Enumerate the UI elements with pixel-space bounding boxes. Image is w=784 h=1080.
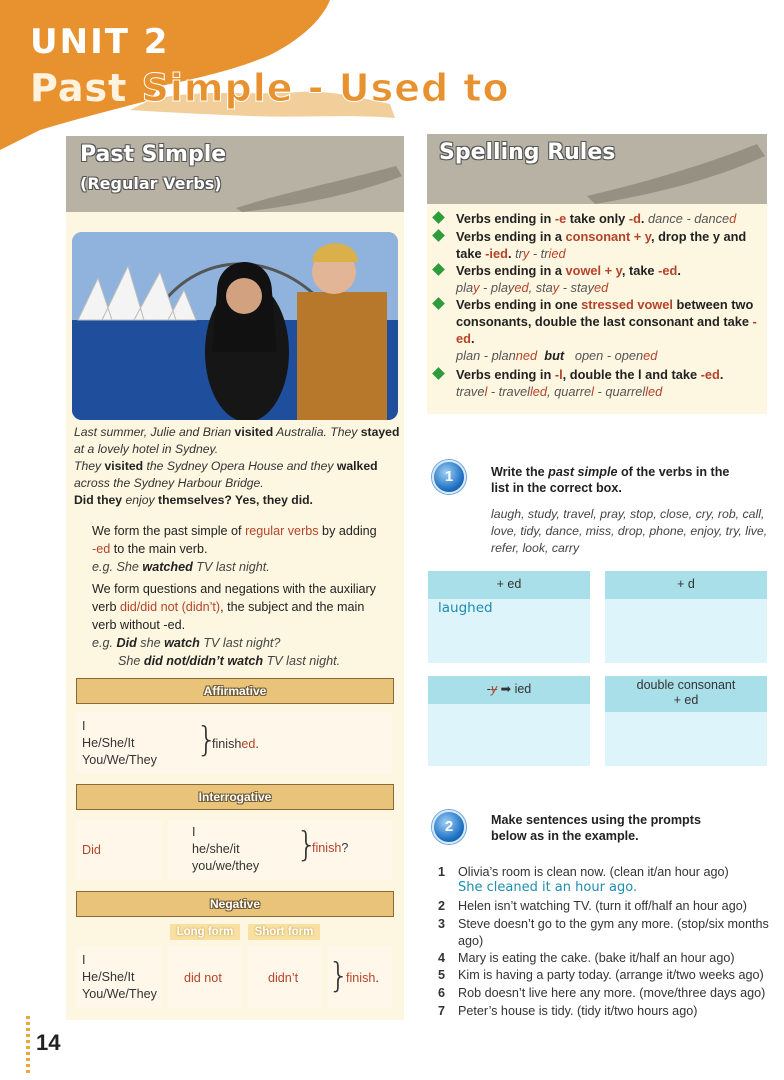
past-simple-banner <box>66 136 404 212</box>
exercise-2-item: 4 Mary is eating the cake. (bake it/half an hour ago) <box>438 951 735 965</box>
spelling-rules-title: Spelling Rules <box>439 140 616 165</box>
banner-subtitle: (Regular Verbs) <box>80 174 222 193</box>
green-diamond-icon <box>432 263 445 276</box>
affirmative-cell <box>76 712 392 774</box>
intro-line: Did they enjoy themselves? Yes, they did. <box>74 493 313 507</box>
spelling-rule: Verbs ending in one stressed vowel between two consonants, double the last consonant and take -ed. plan - planned but open - opened <box>434 296 768 364</box>
intro-line: They visited the Sydney Opera House and they walked <box>74 459 378 473</box>
exercise-2-item: 2 Helen isn’t watching TV. (turn it off/half an hour ago) <box>438 899 747 913</box>
spelling-rules-banner <box>427 134 767 204</box>
brace: } <box>296 825 318 865</box>
interrogative-cell <box>168 820 392 880</box>
sydney-photo <box>72 232 398 420</box>
box-y-to-ied[interactable] <box>428 676 590 766</box>
brace: } <box>328 956 350 996</box>
box-header: double consonant + ed <box>605 676 767 712</box>
brace: } <box>196 720 218 760</box>
photo-illustration <box>72 232 398 420</box>
example-answer: laughed <box>438 600 493 616</box>
rule-regular-verbs: We form the past simple of regular verbs by adding -ed to the main verb. e.g. She watched TV last night. <box>92 524 377 574</box>
interrogative-verb: finish? <box>312 841 349 855</box>
spelling-rule: Verbs ending in a vowel + y, take -ed. play - played, stay - stayed <box>434 262 768 296</box>
interrogative-pronouns: I he/she/it you/we/they <box>192 825 260 873</box>
chalk-feather-decoration <box>427 134 767 204</box>
verb-list: laugh, study, travel, pray, stop, close, cry, rob, call, love, tidy, dance, miss, drop, phone, enjoy, try, live, refer, look, carry <box>491 507 768 555</box>
box-plus-ed[interactable] <box>428 571 590 663</box>
long-form-label: Long form <box>170 924 240 940</box>
unit-label: UNIT 2 <box>30 22 170 62</box>
negative-long-cell: did not <box>168 946 242 1008</box>
negative-pronoun-cell: I He/She/It You/We/They <box>76 946 162 1008</box>
exercise-2-item: 5 Kim is having a party today. (arrange it/two weeks ago) <box>438 968 764 982</box>
banner-title: Past Simple <box>80 142 227 167</box>
intro-line: across the Sydney Harbour Bridge. <box>74 476 264 490</box>
spelling-rule: Verbs ending in a consonant + y, drop the y and take -ied. try - tried <box>434 228 768 262</box>
negative-short-cell: didn’t <box>248 946 322 1008</box>
exercise-2-number: 2 <box>432 810 466 844</box>
negative-verb-cell: } finish. <box>328 946 392 1008</box>
green-diamond-icon <box>432 211 445 224</box>
box-plus-d[interactable] <box>605 571 767 663</box>
short-form-label: Short form <box>248 924 320 940</box>
unit-header <box>0 0 784 140</box>
interrogative-aux-cell <box>76 820 162 880</box>
intro-line: at a lovely hotel in Sydney. <box>74 442 219 456</box>
spelling-rule: Verbs ending in -e take only -d. dance - danced <box>434 210 768 228</box>
exercise-2-instructions: Make sentences using the prompts below as in the example. <box>491 813 701 843</box>
green-diamond-icon <box>432 229 445 242</box>
rule-questions-negations: We form questions and negations with the auxiliary verb did/did not (didn’t), the subject and the main verb without -ed. e.g. Did she watch TV last night? She did not/didn’t watch TV last night. <box>92 582 376 668</box>
spelling-rule: Verbs ending in -l, double the l and take -ed. travel - travelled, quarrel - quarrelled <box>434 366 768 400</box>
exercise-1-number: 1 <box>432 460 466 494</box>
box-double-consonant[interactable] <box>605 676 767 766</box>
aux-did: Did <box>82 843 101 857</box>
box-header: + ed <box>428 571 590 599</box>
exercise-2-example: She cleaned it an hour ago. <box>458 880 638 895</box>
page-number-dots <box>26 1016 30 1076</box>
exercise-1-instructions: Write the past simple of the verbs in the list in the correct box. <box>491 465 730 495</box>
affirmative-verb: finished. <box>212 737 259 751</box>
exercise-2-item: 1 Olivia’s room is clean now. (clean it/an hour ago) <box>438 865 729 879</box>
exercise-2-item: 7 Peter’s house is tidy. (tidy it/two hours ago) <box>438 1004 698 1018</box>
page-number: 14 <box>36 1030 61 1055</box>
exercise-2-item: 3 Steve doesn’t go to the gym any more. (stop/six months ago) <box>438 917 769 948</box>
exercise-2-item: 6 Rob doesn’t live here any more. (move/three days ago) <box>438 986 766 1000</box>
interrogative-header: Interrogative <box>76 784 394 810</box>
affirmative-pronouns: I He/She/It You/We/They <box>82 719 157 767</box>
intro-line: Last summer, Julie and Brian visited Australia. They stayed <box>74 425 400 439</box>
affirmative-header: Affirmative <box>76 678 394 704</box>
negative-header: Negative <box>76 891 394 917</box>
unit-title: Past Simple - Used to <box>30 66 510 110</box>
box-header: -y ➡ ied <box>428 676 590 704</box>
green-diamond-icon <box>432 367 445 380</box>
box-header: + d <box>605 571 767 599</box>
intro-paragraph <box>74 424 404 509</box>
chalk-feather-decoration <box>66 136 404 212</box>
green-diamond-icon <box>432 297 445 310</box>
